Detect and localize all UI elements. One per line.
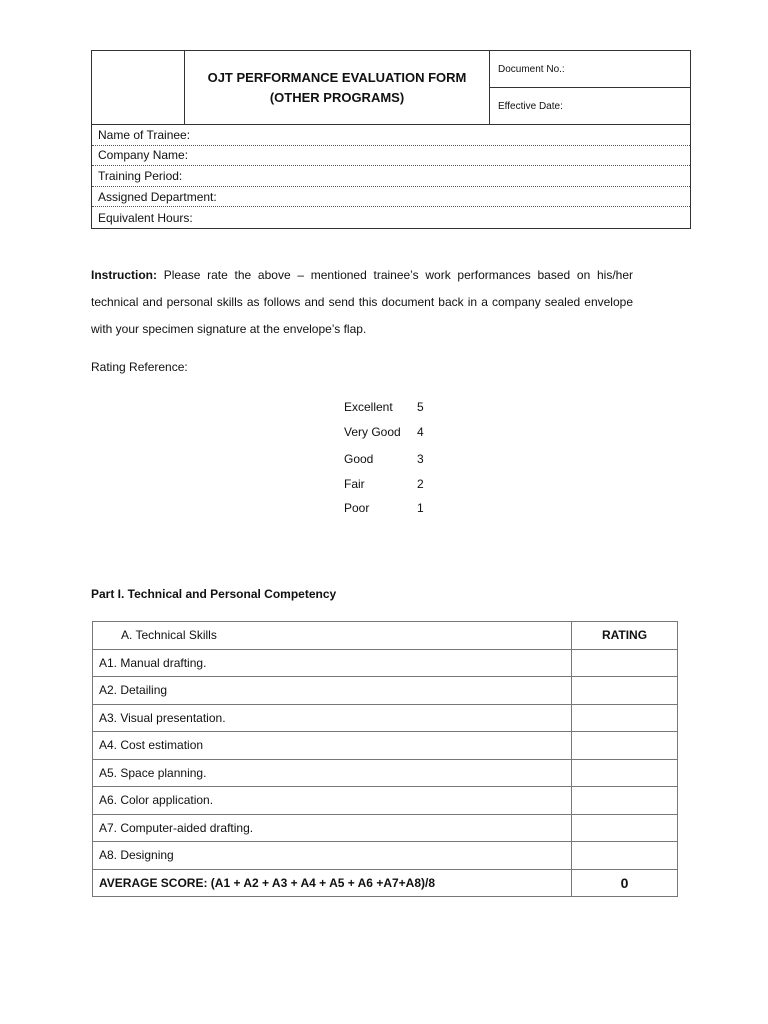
- section-header: A. Technical Skills: [93, 622, 572, 650]
- table-row: [93, 787, 678, 815]
- rating-scale-row: [344, 501, 424, 515]
- equivalent-hours-field[interactable]: Equivalent Hours:: [98, 210, 193, 225]
- instruction-paragraph: [91, 262, 633, 343]
- instruction-text: Please rate the above – mentioned trainee’s work performances based on his/her technical and personal skills as follows and send this document back in a company sealed envelope with your specimen signature at the envelope’s flap.: [91, 268, 633, 336]
- rating-label: Fair: [344, 477, 365, 491]
- rating-label: Excellent: [344, 400, 393, 414]
- skill-label: A8. Designing: [93, 842, 572, 870]
- rating-input-cell[interactable]: [572, 704, 678, 732]
- rating-input-cell[interactable]: [572, 759, 678, 787]
- average-score-value: 0: [572, 869, 678, 897]
- rating-value: 3: [417, 452, 424, 466]
- technical-skills-table: [92, 621, 678, 897]
- rating-input-cell[interactable]: [572, 787, 678, 815]
- rating-value: 5: [417, 400, 424, 414]
- rating-value: 4: [417, 425, 424, 439]
- table-row: [93, 649, 678, 677]
- rating-value: 1: [417, 501, 424, 515]
- trainee-info-table: [91, 125, 691, 229]
- document-meta: [490, 51, 690, 124]
- skill-label: A1. Manual drafting.: [93, 649, 572, 677]
- name-of-trainee-field[interactable]: Name of Trainee:: [92, 125, 690, 146]
- rating-input-cell[interactable]: [572, 842, 678, 870]
- rating-reference-label: Rating Reference:: [91, 360, 188, 374]
- rating-label: Poor: [344, 501, 370, 515]
- skill-label: A4. Cost estimation: [93, 732, 572, 760]
- average-score-row: [93, 869, 678, 897]
- table-row: [93, 842, 678, 870]
- form-title-line1: OJT PERFORMANCE EVALUATION FORM: [207, 69, 467, 85]
- logo-cell: [92, 51, 185, 124]
- form-title-line2: (OTHER PROGRAMS): [269, 89, 405, 105]
- company-name-field[interactable]: Company Name:: [92, 146, 690, 167]
- skill-label: A6. Color application.: [93, 787, 572, 815]
- table-row: [93, 814, 678, 842]
- part-title: Part I. Technical and Personal Competency: [91, 587, 337, 601]
- rating-scale-row: [344, 400, 424, 414]
- rating-input-cell[interactable]: [572, 649, 678, 677]
- effective-date-field[interactable]: Effective Date:: [498, 101, 563, 112]
- rating-input-cell[interactable]: [572, 814, 678, 842]
- rating-input-cell[interactable]: [572, 677, 678, 705]
- average-score-label: AVERAGE SCORE: (A1 + A2 + A3 + A4 + A5 + A6 +A7+A8)/8: [93, 869, 572, 897]
- skill-label: A2. Detailing: [93, 677, 572, 705]
- training-period-field[interactable]: Training Period:: [92, 166, 690, 187]
- rating-label: Good: [344, 452, 374, 466]
- table-row: [93, 732, 678, 760]
- table-row: [93, 759, 678, 787]
- instruction-lead: Instruction:: [91, 268, 157, 282]
- form-title: [185, 51, 490, 124]
- rating-scale-row: [344, 425, 424, 439]
- document-no-field[interactable]: Document No.:: [490, 51, 690, 88]
- rating-value: 2: [417, 477, 424, 491]
- skill-label: A5. Space planning.: [93, 759, 572, 787]
- rating-input-cell[interactable]: [572, 732, 678, 760]
- assigned-department-field[interactable]: Assigned Department:: [92, 187, 690, 208]
- table-header-row: [93, 622, 678, 650]
- rating-scale-row: [344, 477, 424, 491]
- skill-label: A3. Visual presentation.: [93, 704, 572, 732]
- table-row: [93, 677, 678, 705]
- rating-scale-row: [344, 452, 424, 466]
- table-row: [93, 704, 678, 732]
- skill-label: A7. Computer-aided drafting.: [93, 814, 572, 842]
- rating-header: RATING: [572, 622, 678, 650]
- form-header: [91, 50, 691, 125]
- rating-label: Very Good: [344, 425, 401, 439]
